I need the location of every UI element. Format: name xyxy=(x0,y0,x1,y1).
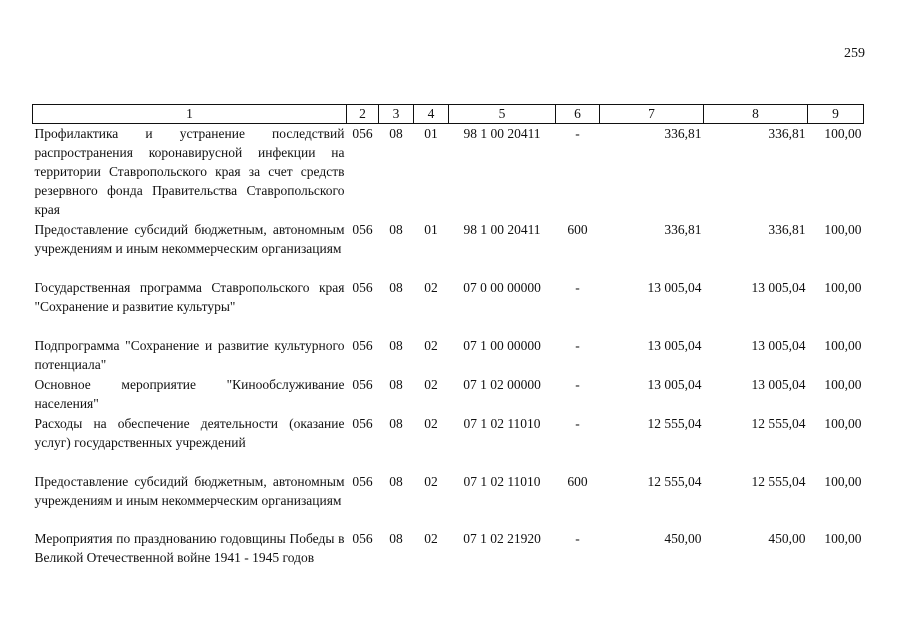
row-name: Подпрограмма "Сохранение и развитие культурного потенциала" xyxy=(34,338,345,372)
row-col-8: 12 555,04 xyxy=(751,416,806,431)
row-col-8: 13 005,04 xyxy=(751,280,806,295)
header-col-4: 4 xyxy=(414,105,449,124)
row-col-4: 02 xyxy=(424,531,438,546)
row-col-6: 600 xyxy=(567,222,588,237)
table-row xyxy=(33,278,864,336)
row-col-7: 450,00 xyxy=(664,531,702,546)
row-col-3: 08 xyxy=(389,377,403,392)
row-col-9: 100,00 xyxy=(824,474,862,489)
row-col-7: 12 555,04 xyxy=(647,474,702,489)
row-col-6: - xyxy=(575,338,580,353)
table-row xyxy=(33,124,864,221)
row-col-5: 07 1 00 00000 xyxy=(463,338,541,353)
row-name: Предоставление субсидий бюджетным, автономным учреждениям и иным некоммерческим организациям xyxy=(34,474,345,508)
row-col-5: 07 1 02 21920 xyxy=(463,531,541,546)
budget-table xyxy=(32,104,864,587)
row-col-9: 100,00 xyxy=(824,416,862,431)
row-col-5: 98 1 00 20411 xyxy=(463,222,541,237)
row-col-6: - xyxy=(575,416,580,431)
table-row xyxy=(33,220,864,278)
header-col-9: 9 xyxy=(808,105,864,124)
row-col-5: 98 1 00 20411 xyxy=(463,126,541,141)
header-row xyxy=(33,105,864,124)
row-col-7: 336,81 xyxy=(664,126,702,141)
row-col-7: 336,81 xyxy=(664,222,702,237)
row-name: Расходы на обеспечение деятельности (оказание услуг) государственных учреждений xyxy=(34,416,345,450)
row-col-2: 056 xyxy=(352,280,373,295)
header-col-6: 6 xyxy=(556,105,600,124)
page-number: 259 xyxy=(844,46,865,61)
table-row xyxy=(33,375,864,414)
row-col-6: 600 xyxy=(567,474,588,489)
row-col-4: 02 xyxy=(424,338,438,353)
row-col-8: 12 555,04 xyxy=(751,474,806,489)
row-name: Основное мероприятие "Кинообслуживание населения" xyxy=(34,377,345,411)
row-col-8: 450,00 xyxy=(768,531,806,546)
header-col-7: 7 xyxy=(600,105,704,124)
row-col-2: 056 xyxy=(352,474,373,489)
row-col-9: 100,00 xyxy=(824,126,862,141)
row-col-2: 056 xyxy=(352,377,373,392)
row-col-5: 07 1 02 00000 xyxy=(463,377,541,392)
row-col-8: 13 005,04 xyxy=(751,377,806,392)
row-col-4: 02 xyxy=(424,474,438,489)
header-col-5: 5 xyxy=(449,105,556,124)
row-col-9: 100,00 xyxy=(824,222,862,237)
row-col-4: 02 xyxy=(424,280,438,295)
row-col-7: 13 005,04 xyxy=(647,280,702,295)
row-col-6: - xyxy=(575,377,580,392)
row-col-9: 100,00 xyxy=(824,280,862,295)
row-col-6: - xyxy=(575,531,580,546)
row-col-2: 056 xyxy=(352,531,373,546)
row-col-7: 12 555,04 xyxy=(647,416,702,431)
row-col-5: 07 1 02 11010 xyxy=(463,416,541,431)
row-name: Мероприятия по празднованию годовщины Победы в Великой Отечественной войне 1941 - 1945 годов xyxy=(34,531,345,565)
row-col-4: 01 xyxy=(424,126,438,141)
header-col-2: 2 xyxy=(347,105,379,124)
row-name: Предоставление субсидий бюджетным, автономным учреждениям и иным некоммерческим организациям xyxy=(34,222,345,256)
header-col-3: 3 xyxy=(379,105,414,124)
row-col-3: 08 xyxy=(389,338,403,353)
row-col-4: 02 xyxy=(424,416,438,431)
header-col-1: 1 xyxy=(33,105,347,124)
row-col-8: 13 005,04 xyxy=(751,338,806,353)
row-col-7: 13 005,04 xyxy=(647,377,702,392)
row-name: Профилактика и устранение последствий распространения коронавирусной инфекции на территории Ставропольского края за счет средств резервного фонда Правительства Ставропольского края xyxy=(34,126,345,217)
row-col-2: 056 xyxy=(352,338,373,353)
row-col-6: - xyxy=(575,126,580,141)
row-col-4: 01 xyxy=(424,222,438,237)
row-col-9: 100,00 xyxy=(824,377,862,392)
row-col-3: 08 xyxy=(389,280,403,295)
row-name: Государственная программа Ставропольского края "Сохранение и развитие культуры" xyxy=(34,280,345,314)
table-row xyxy=(33,472,864,529)
row-col-3: 08 xyxy=(389,222,403,237)
row-col-3: 08 xyxy=(389,474,403,489)
row-col-8: 336,81 xyxy=(768,222,806,237)
row-col-3: 08 xyxy=(389,416,403,431)
row-col-3: 08 xyxy=(389,126,403,141)
row-col-2: 056 xyxy=(352,126,373,141)
row-col-9: 100,00 xyxy=(824,531,862,546)
table-row xyxy=(33,529,864,587)
table-row xyxy=(33,414,864,472)
row-col-2: 056 xyxy=(352,222,373,237)
row-col-9: 100,00 xyxy=(824,338,862,353)
row-col-8: 336,81 xyxy=(768,126,806,141)
row-col-6: - xyxy=(575,280,580,295)
row-col-5: 07 0 00 00000 xyxy=(463,280,541,295)
table-row xyxy=(33,336,864,375)
row-col-7: 13 005,04 xyxy=(647,338,702,353)
row-col-4: 02 xyxy=(424,377,438,392)
row-col-3: 08 xyxy=(389,531,403,546)
row-col-2: 056 xyxy=(352,416,373,431)
header-col-8: 8 xyxy=(704,105,808,124)
row-col-5: 07 1 02 11010 xyxy=(463,474,541,489)
